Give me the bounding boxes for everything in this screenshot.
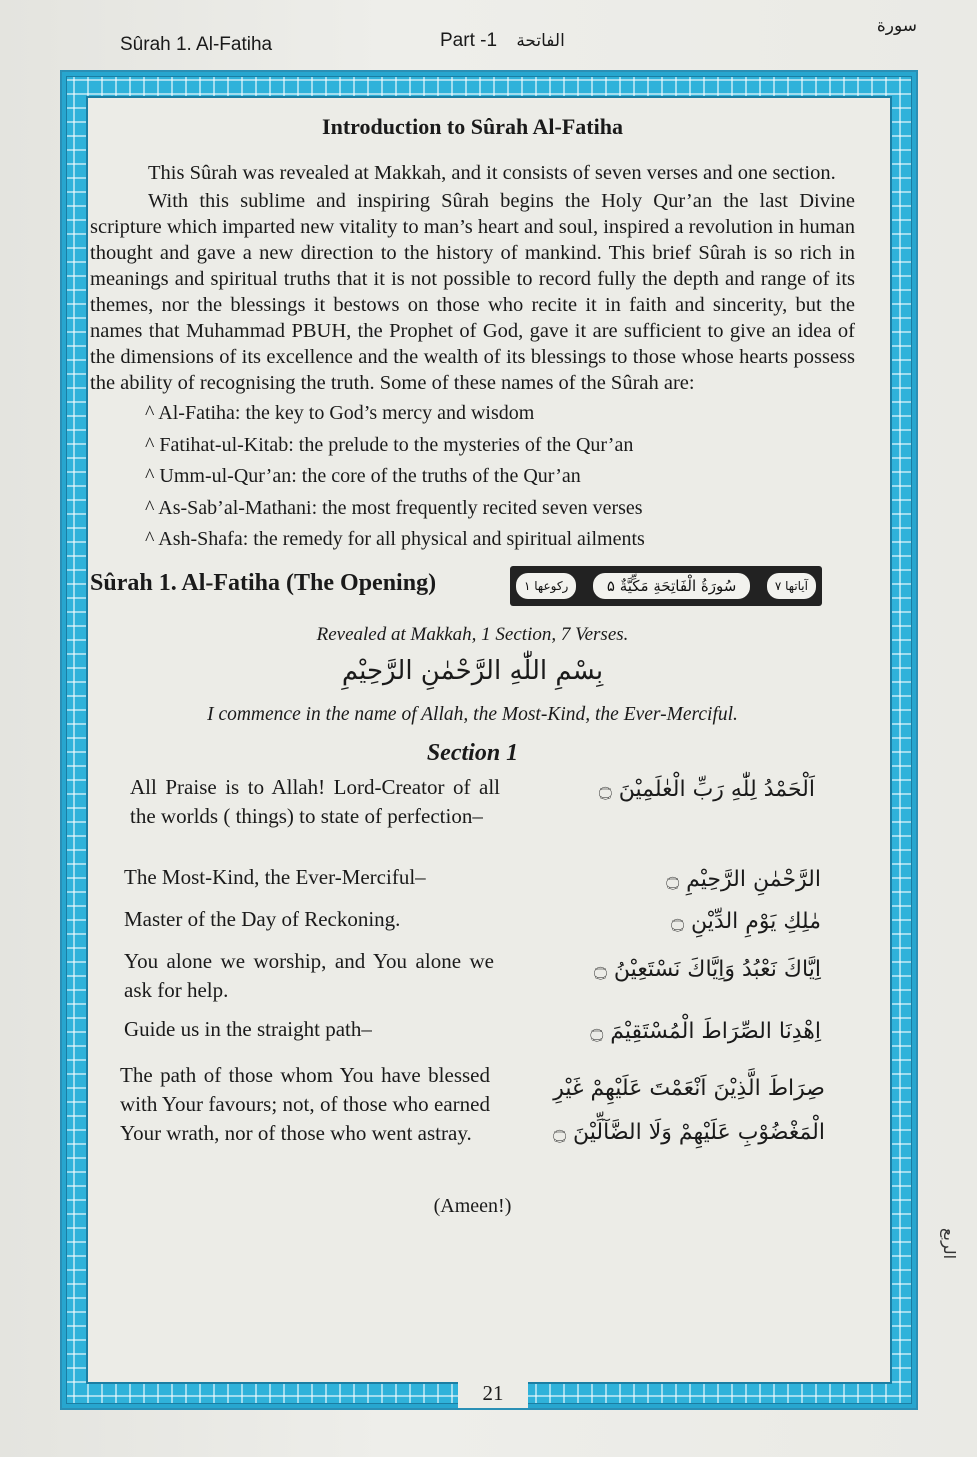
running-head-part xyxy=(440,30,565,52)
verse-1 xyxy=(130,773,855,861)
list-item: ^ Umm-ul-Qur’an: the core of the truths of the Qur’an xyxy=(145,465,581,487)
banner-ruku: رکوعها ۱ xyxy=(516,573,576,599)
revealed-note: Revealed at Makkah, 1 Section, 7 Verses. xyxy=(316,623,629,645)
verse-translation: The path of those whom You have blessed with Your favours; not, of those who earned Your wrath, nor of those who went astray. xyxy=(120,1062,490,1145)
verse-2 xyxy=(124,863,855,905)
list-item: ^ As-Sab’al-Mathani: the most frequently recited seven verses xyxy=(145,496,643,519)
page-number: 21 xyxy=(458,1378,528,1408)
verse-arabic: مٰلِكِ يَوْمِ الدِّيْنِ ۝ xyxy=(671,908,821,934)
running-head xyxy=(120,16,917,60)
verses xyxy=(90,773,855,1181)
list-item: ^ Fatihat-ul-Kitab: the prelude to the mysteries of the Qur’an xyxy=(145,433,634,456)
list-item: ^ Al-Fatiha: the key to God’s mercy and wisdom xyxy=(145,402,535,424)
intro-paragraph-1: This Sûrah was revealed at Makkah, and it consists of seven verses and one section. xyxy=(148,162,836,184)
verse-translation: You alone we worship, and You alone we ask for help. xyxy=(124,948,494,1002)
margin-mark: الربع xyxy=(940,1228,959,1260)
running-head-part-arabic: الفاتحة xyxy=(516,31,565,51)
intro-title: Introduction to Sûrah Al-Fatiha xyxy=(322,114,623,139)
running-head-arabic: سورة xyxy=(876,16,917,36)
banner-surah-name: سُورَةُ الْفَاتِحَةِ مَكِّيَّةٌ ۵ xyxy=(593,573,750,599)
running-head-part-label: Part -1 xyxy=(440,30,498,51)
verse-translation: Master of the Day of Reckoning. xyxy=(124,906,401,931)
verse-4 xyxy=(124,947,855,1015)
verse-5 xyxy=(124,1015,855,1061)
verse-6 xyxy=(120,1061,855,1181)
section-heading: Section 1 xyxy=(426,739,519,766)
verse-arabic: اِهْدِنَا الصِّرَاطَ الْمُسْتَقِيْمَ ۝ xyxy=(590,1018,821,1044)
list-item: ^ Ash-Shafa: the remedy for all physical and spiritual ailments xyxy=(145,528,645,550)
intro-paragraph-2: With this sublime and inspiring Sûrah begins the Holy Qur’an the last Divine scripture which imparted new vitality to man’s heart and soul, inspired a revolution in human thought and gave a new direction to the history of mankind. This brief Sûrah is so rich in meanings and spiritual truths that it is not possible to record fully the depth and range of its themes, nor the blessings it bestows on those who recite it in faith and sincerity, but the names that Muhammad PBUH, the Prophet of God, gave it are sufficient to give an idea of the dimensions of its excellence and the wealth of its blessings to those whose hearts possess the ability of recognising the truth. Some of these names of the Sûrah are: xyxy=(90,190,855,394)
surah-names-list xyxy=(145,398,855,556)
verse-arabic: اِيَّاكَ نَعْبُدُ وَاِيَّاكَ نَسْتَعِيْنُ ۝ xyxy=(594,956,821,982)
verse-arabic: الرَّحْمٰنِ الرَّحِيْمِ ۝ xyxy=(666,866,821,892)
surah-banner xyxy=(510,566,822,606)
verse-arabic: صِرَاطَ الَّذِيْنَ اَنْعَمْتَ عَلَيْهِمْ غَيْرِ الْمَغْضُوْبِ عَلَيْهِمْ وَلَا الضَّآلِّيْنَ ۝ xyxy=(553,1075,825,1145)
surah-heading xyxy=(90,566,855,610)
basmala-arabic: بِسْمِ اللّٰهِ الرَّحْمٰنِ الرَّحِيْمِ xyxy=(341,655,604,686)
page-content xyxy=(90,100,855,1218)
verse-translation: All Praise is to Allah! Lord-Creator of all the worlds ( things) to state of perfection– xyxy=(130,774,500,828)
surah-title: Sûrah 1. Al-Fatiha (The Opening) xyxy=(90,569,437,596)
verse-translation: Guide us in the straight path– xyxy=(124,1016,372,1041)
verse-arabic: اَلْحَمْدُ لِلّٰهِ رَبِّ الْعٰلَمِيْنَ ۝ xyxy=(598,776,815,802)
running-head-surah: Sûrah 1. Al-Fatiha xyxy=(120,34,273,55)
verse-translation: The Most-Kind, the Ever-Merciful– xyxy=(124,864,426,889)
basmala-translation: I commence in the name of Allah, the Most-Kind, the Ever-Merciful. xyxy=(207,703,738,725)
ameen: (Ameen!) xyxy=(433,1194,512,1217)
verse-3 xyxy=(124,905,855,947)
banner-ayat: آیاتها ۷ xyxy=(767,573,816,599)
